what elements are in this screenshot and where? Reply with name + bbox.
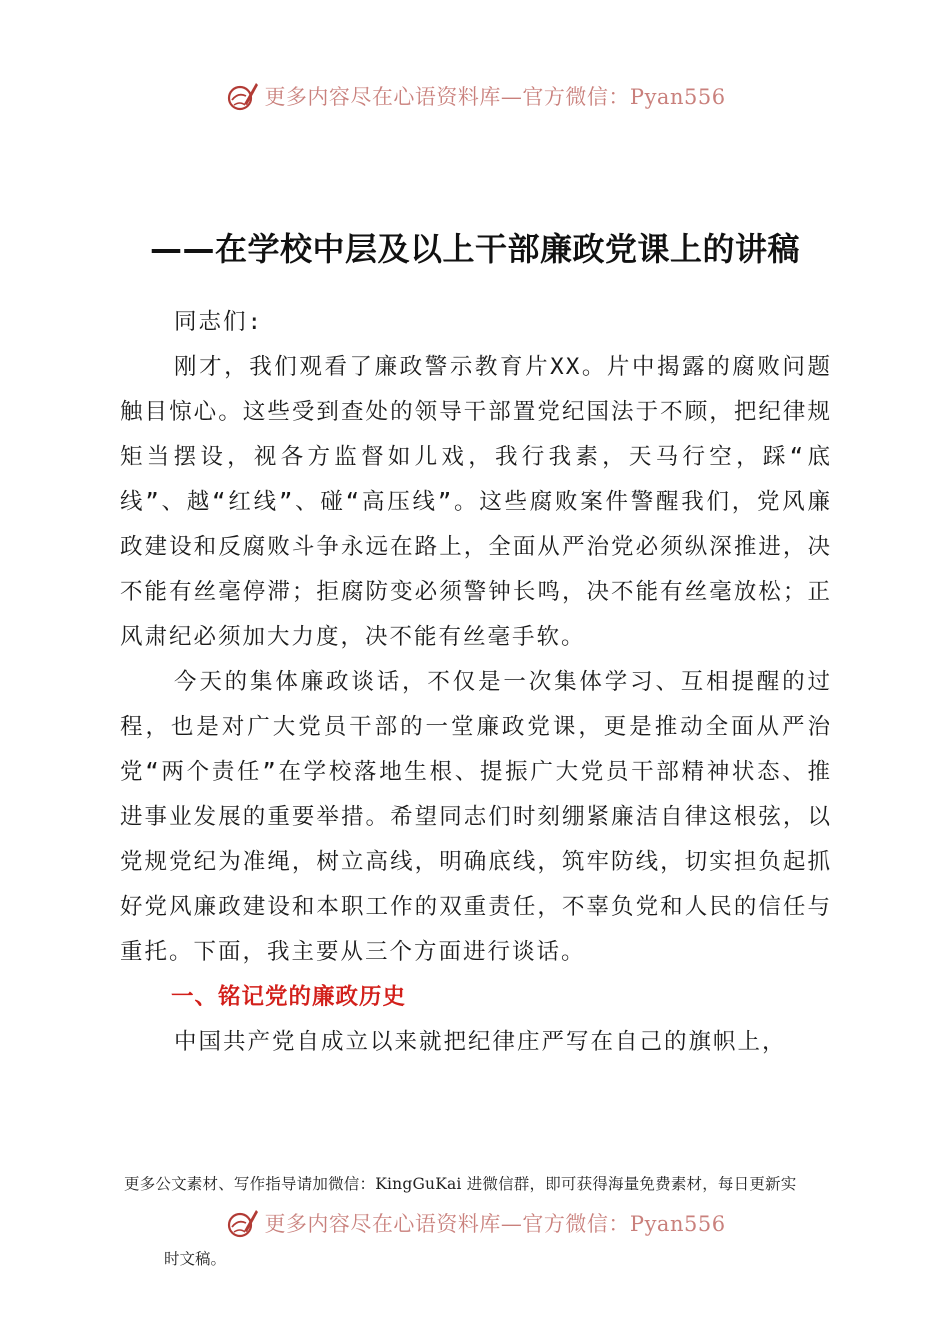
section-heading: 一、铭记党的廉政历史 — [171, 984, 407, 1010]
footer-watermark — [0, 1205, 950, 1241]
paragraph-2: 今天的集体廉政谈话，不仅是一次集体学习、互相提醒的过程，也是对广大党员干部的一堂廉政党课，更是推动全面从严治党“两个责任”在学校落地生根、提振广大党员干部精神状态、推进事业发展的重要举措。希望同志们时刻绷紧廉洁自律这根弦，以党规党纪为准绳，树立高线，明确底线，筑牢防线，切实担负起抓好党风廉政建设和本职工作的双重责任，不辜负党和人民的信任与重托。下面，我主要从三个方面进行谈话。 — [120, 669, 832, 965]
document-body — [120, 300, 832, 1065]
watermark-text: 更多内容尽在心语资料库—官方微信：Pyan556 — [264, 85, 726, 109]
quill-logo-icon — [224, 1205, 260, 1241]
document-title: ——在学校中层及以上干部廉政党课上的讲稿 — [149, 230, 800, 268]
salutation: 同志们: — [174, 309, 264, 335]
section-paragraph: 中国共产党自成立以来就把纪律庄严写在自己的旗帜上， — [174, 1029, 787, 1055]
footer-note: 更多公文素材、写作指导请加微信：KingGuKai 进微信群，即可获得海量免费素材，每日更新实 — [124, 1175, 797, 1193]
footer-note-tail: 时文稿。 — [164, 1250, 227, 1268]
header-watermark — [0, 78, 950, 114]
paragraph-1: 刚才，我们观看了廉政警示教育片XX。片中揭露的腐败问题触目惊心。这些受到查处的领导干部置党纪国法于不顾，把纪律规矩当摆设，视各方监督如儿戏，我行我素，天马行空，踩“底线”、越“红线”、碰“高压线”。这些腐败案件警醒我们，党风廉政建设和反腐败斗争永远在路上，全面从严治党必须纵深推进，决不能有丝毫停滞；拒腐防变必须警钟长鸣，决不能有丝毫放松；正风肃纪必须加大力度，决不能有丝毫手软。 — [120, 354, 832, 650]
quill-logo-icon — [224, 78, 260, 114]
watermark-text: 更多内容尽在心语资料库—官方微信：Pyan556 — [264, 1212, 726, 1236]
